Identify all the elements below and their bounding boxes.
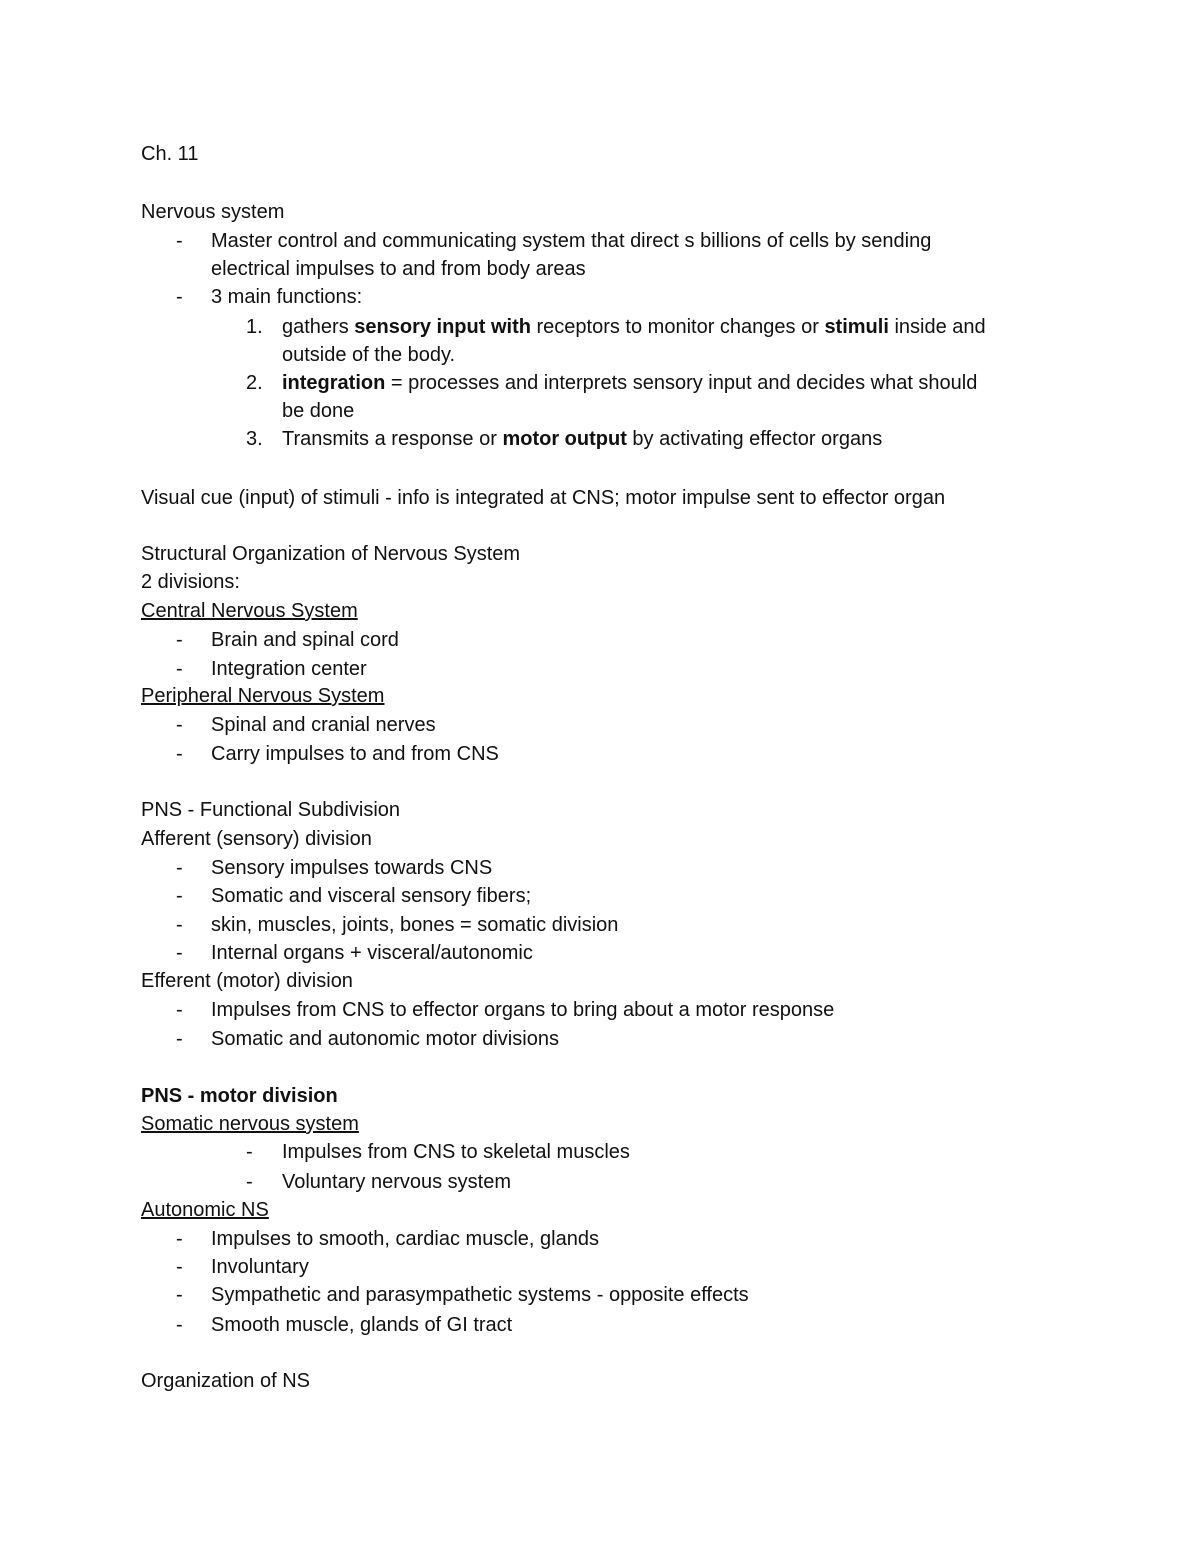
section-heading-nervous-system: Nervous system [141, 201, 285, 223]
section-heading-motor: PNS - motor division [141, 1085, 338, 1107]
bullet-dash: - [176, 1284, 183, 1306]
numbered-item: Transmits a response or motor output by activating effector organs [282, 428, 883, 450]
bullet-dash: - [176, 1314, 183, 1336]
section-heading-structural: Structural Organization of Nervous System [141, 543, 521, 565]
divisions-label: 2 divisions: [141, 571, 240, 593]
numbered-item: integration = processes and interprets sensory input and decides what should [282, 372, 978, 394]
list-item: Internal organs + visceral/autonomic [211, 942, 533, 964]
bullet-dash: - [176, 658, 183, 680]
list-item: Integration center [211, 658, 367, 680]
subheading-pns: Peripheral Nervous System [141, 685, 385, 707]
list-number: 2. [246, 372, 263, 394]
subheading-cns: Central Nervous System [141, 600, 358, 622]
list-number: 3. [246, 428, 263, 450]
section-heading-functional: PNS - Functional Subdivision [141, 799, 401, 821]
bullet-dash: - [176, 1256, 183, 1278]
list-item: Impulses from CNS to effector organs to bring about a motor response [211, 999, 835, 1021]
list-item: Master control and communicating system that direct s billions of cells by sending [211, 230, 932, 252]
bullet-dash: - [246, 1141, 253, 1163]
bullet-dash: - [176, 714, 183, 736]
list-item: Somatic and autonomic motor divisions [211, 1028, 559, 1050]
bullet-dash: - [176, 885, 183, 907]
list-item-continuation: electrical impulses to and from body areas [211, 258, 586, 280]
list-item: skin, muscles, joints, bones = somatic division [211, 914, 619, 936]
list-item: Brain and spinal cord [211, 629, 399, 651]
bullet-dash: - [176, 230, 183, 252]
subheading-somatic: Somatic nervous system [141, 1113, 359, 1135]
list-item: Involuntary [211, 1256, 309, 1278]
list-item: Smooth muscle, glands of GI tract [211, 1314, 513, 1336]
list-item: Voluntary nervous system [282, 1171, 511, 1193]
bullet-dash: - [176, 1028, 183, 1050]
bullet-dash: - [176, 286, 183, 308]
bullet-dash: - [176, 1228, 183, 1250]
bullet-dash: - [176, 999, 183, 1021]
list-item: Sensory impulses towards CNS [211, 857, 493, 879]
bullet-dash: - [176, 914, 183, 936]
numbered-item-continuation: be done [282, 400, 355, 422]
list-item: Spinal and cranial nerves [211, 714, 436, 736]
subheading-autonomic: Autonomic NS [141, 1199, 269, 1221]
list-number: 1. [246, 316, 263, 338]
numbered-item-continuation: outside of the body. [282, 344, 456, 366]
numbered-item: gathers sensory input with receptors to monitor changes or stimuli inside and [282, 316, 986, 338]
list-item: Somatic and visceral sensory fibers; [211, 885, 532, 907]
bullet-dash: - [246, 1171, 253, 1193]
paragraph-visual-cue: Visual cue (input) of stimuli - info is integrated at CNS; motor impulse sent to effector organ [141, 487, 946, 509]
bullet-dash: - [176, 743, 183, 765]
subheading-efferent: Efferent (motor) division [141, 970, 353, 992]
list-item: Sympathetic and parasympathetic systems - opposite effects [211, 1284, 749, 1306]
list-item: 3 main functions: [211, 286, 363, 308]
chapter-title: Ch. 11 [141, 143, 199, 165]
section-heading-organization: Organization of NS [141, 1370, 310, 1392]
bullet-dash: - [176, 857, 183, 879]
bullet-dash: - [176, 629, 183, 651]
list-item: Impulses from CNS to skeletal muscles [282, 1141, 630, 1163]
bullet-dash: - [176, 942, 183, 964]
list-item: Impulses to smooth, cardiac muscle, glands [211, 1228, 599, 1250]
list-item: Carry impulses to and from CNS [211, 743, 499, 765]
subheading-afferent: Afferent (sensory) division [141, 828, 372, 850]
